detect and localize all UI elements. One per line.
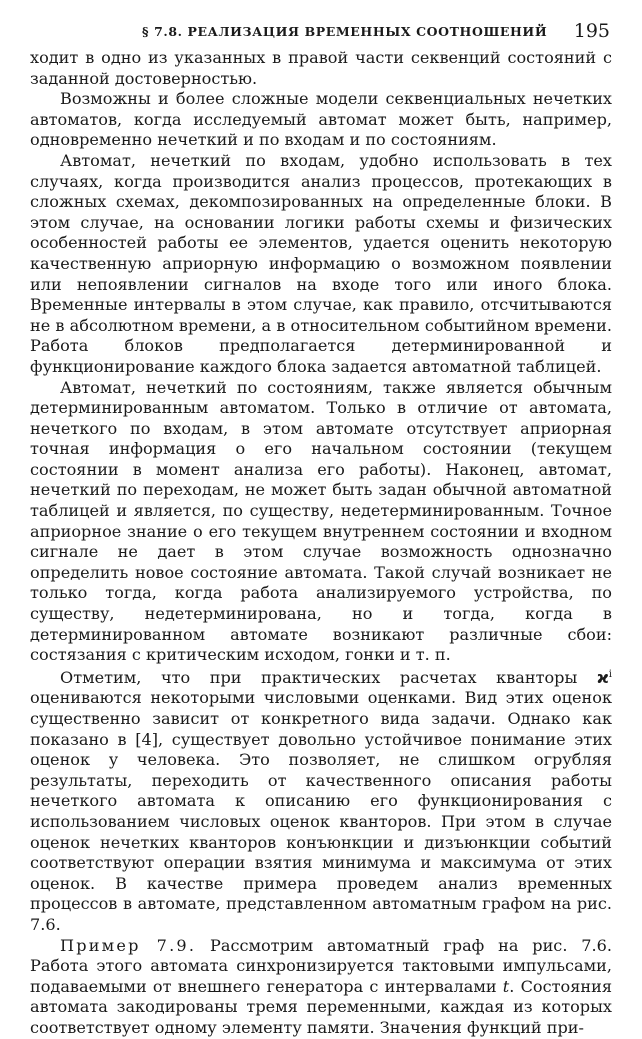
- paragraph-4: Автомат, нечеткий по состояниям, также является обычным детерминированным автоматом. Только в отличие от автомата, нечеткого по входам, в этом автомате отсутствует априорная точная информация о его начальном состоянии (текущем состоянии в момент анализа его работы). Наконец, автомат, нечеткий по переходам, не может быть задан обычной автоматной таблицей и является, по существу, недетерминированным. Точное априорное знание о его текущем внутреннем состоянии и входном сигнале не дает в этом случае возможность однозначно определить новое состояние автомата. Такой случай возникает не только тогда, когда работа анализируемого устройства, по существу, недетерминирована, но и тогда, когда в детерминированном автомате возникают различные сбои: состязания с критическим исходом, гонки и т. п.: [30, 377, 612, 665]
- paragraph-1: ходит в одно из указанных в правой части секвенций состояний с заданной достоверностью.: [30, 48, 612, 88]
- paragraph-2: Возможны и более сложные модели секвенциальных нечетких автоматов, когда исследуемый автомат может быть, например, одновременно нечеткий и по входам и по состояниям.: [30, 89, 612, 150]
- example-text-end: . Состояния автомата закодированы тремя переменными, каждая из которых соответствует одному элементу памяти. Значения функций при-: [30, 976, 612, 1037]
- section-title: § 7.8. РЕАЛИЗАЦИЯ ВРЕМЕННЫХ СООТНОШЕНИЙ: [142, 24, 548, 39]
- quantifier-symbol: ϰ: [596, 667, 609, 687]
- paragraph-5-start: Отметим, что при практических расчетах кванторы: [60, 667, 597, 687]
- example-paragraph: [30, 936, 612, 1039]
- running-header: [30, 14, 612, 48]
- page-number: 195: [573, 20, 610, 42]
- paragraph-3: Автомат, нечеткий по входам, удобно использовать в тех случаях, когда производится анализ процессов, протекающих в сложных схемах, декомпозированных на определенные блоки. В этом случае, на основании логики работы схемы и физических особенностей работы ее элементов, удается оценить некоторую качественную априорную информацию о возможном появлении или непоявлении сигналов на входе того или иного блока. Временные интервалы в этом случае, как правило, отсчитываются не в абсолютном времени, а в относительном событийном времени. Работа блоков предполагается детерминированной и функционирование каждого блока задается автоматной таблицей.: [30, 150, 612, 376]
- page: [30, 14, 612, 1039]
- variable-t: t: [502, 976, 510, 996]
- quantifier-superscript: i: [608, 668, 612, 680]
- example-label: Пример 7.9.: [60, 935, 197, 955]
- body-text: [30, 48, 612, 1039]
- paragraph-5: [30, 668, 612, 936]
- example-text-start: Рассмотрим автоматный граф на рис. 7.6. Работа этого автомата синхронизируется тактовыми импульсами, подаваемыми от внешнего генератора с интервалами: [30, 935, 612, 996]
- paragraph-5-rest: оцениваются некоторыми числовыми оценками. Вид этих оценок существенно зависит от конкретного вида задачи. Однако как показано в [4], существует довольно устойчивое понимание этих оценок у человека. Это позволяет, не слишком огрубляя результаты, переходить от качественного описания работы нечеткого автомата к описанию его функционирования с использованием числовых оценок кванторов. При этом в случае оценок нечетких кванторов конъюнкции и дизъюнкции событий соответствуют операции взятия минимума и максимума от этих оценок. В качестве примера проведем анализ временных процессов в автомате, представленном автоматным графом на рис. 7.6.: [30, 688, 612, 934]
